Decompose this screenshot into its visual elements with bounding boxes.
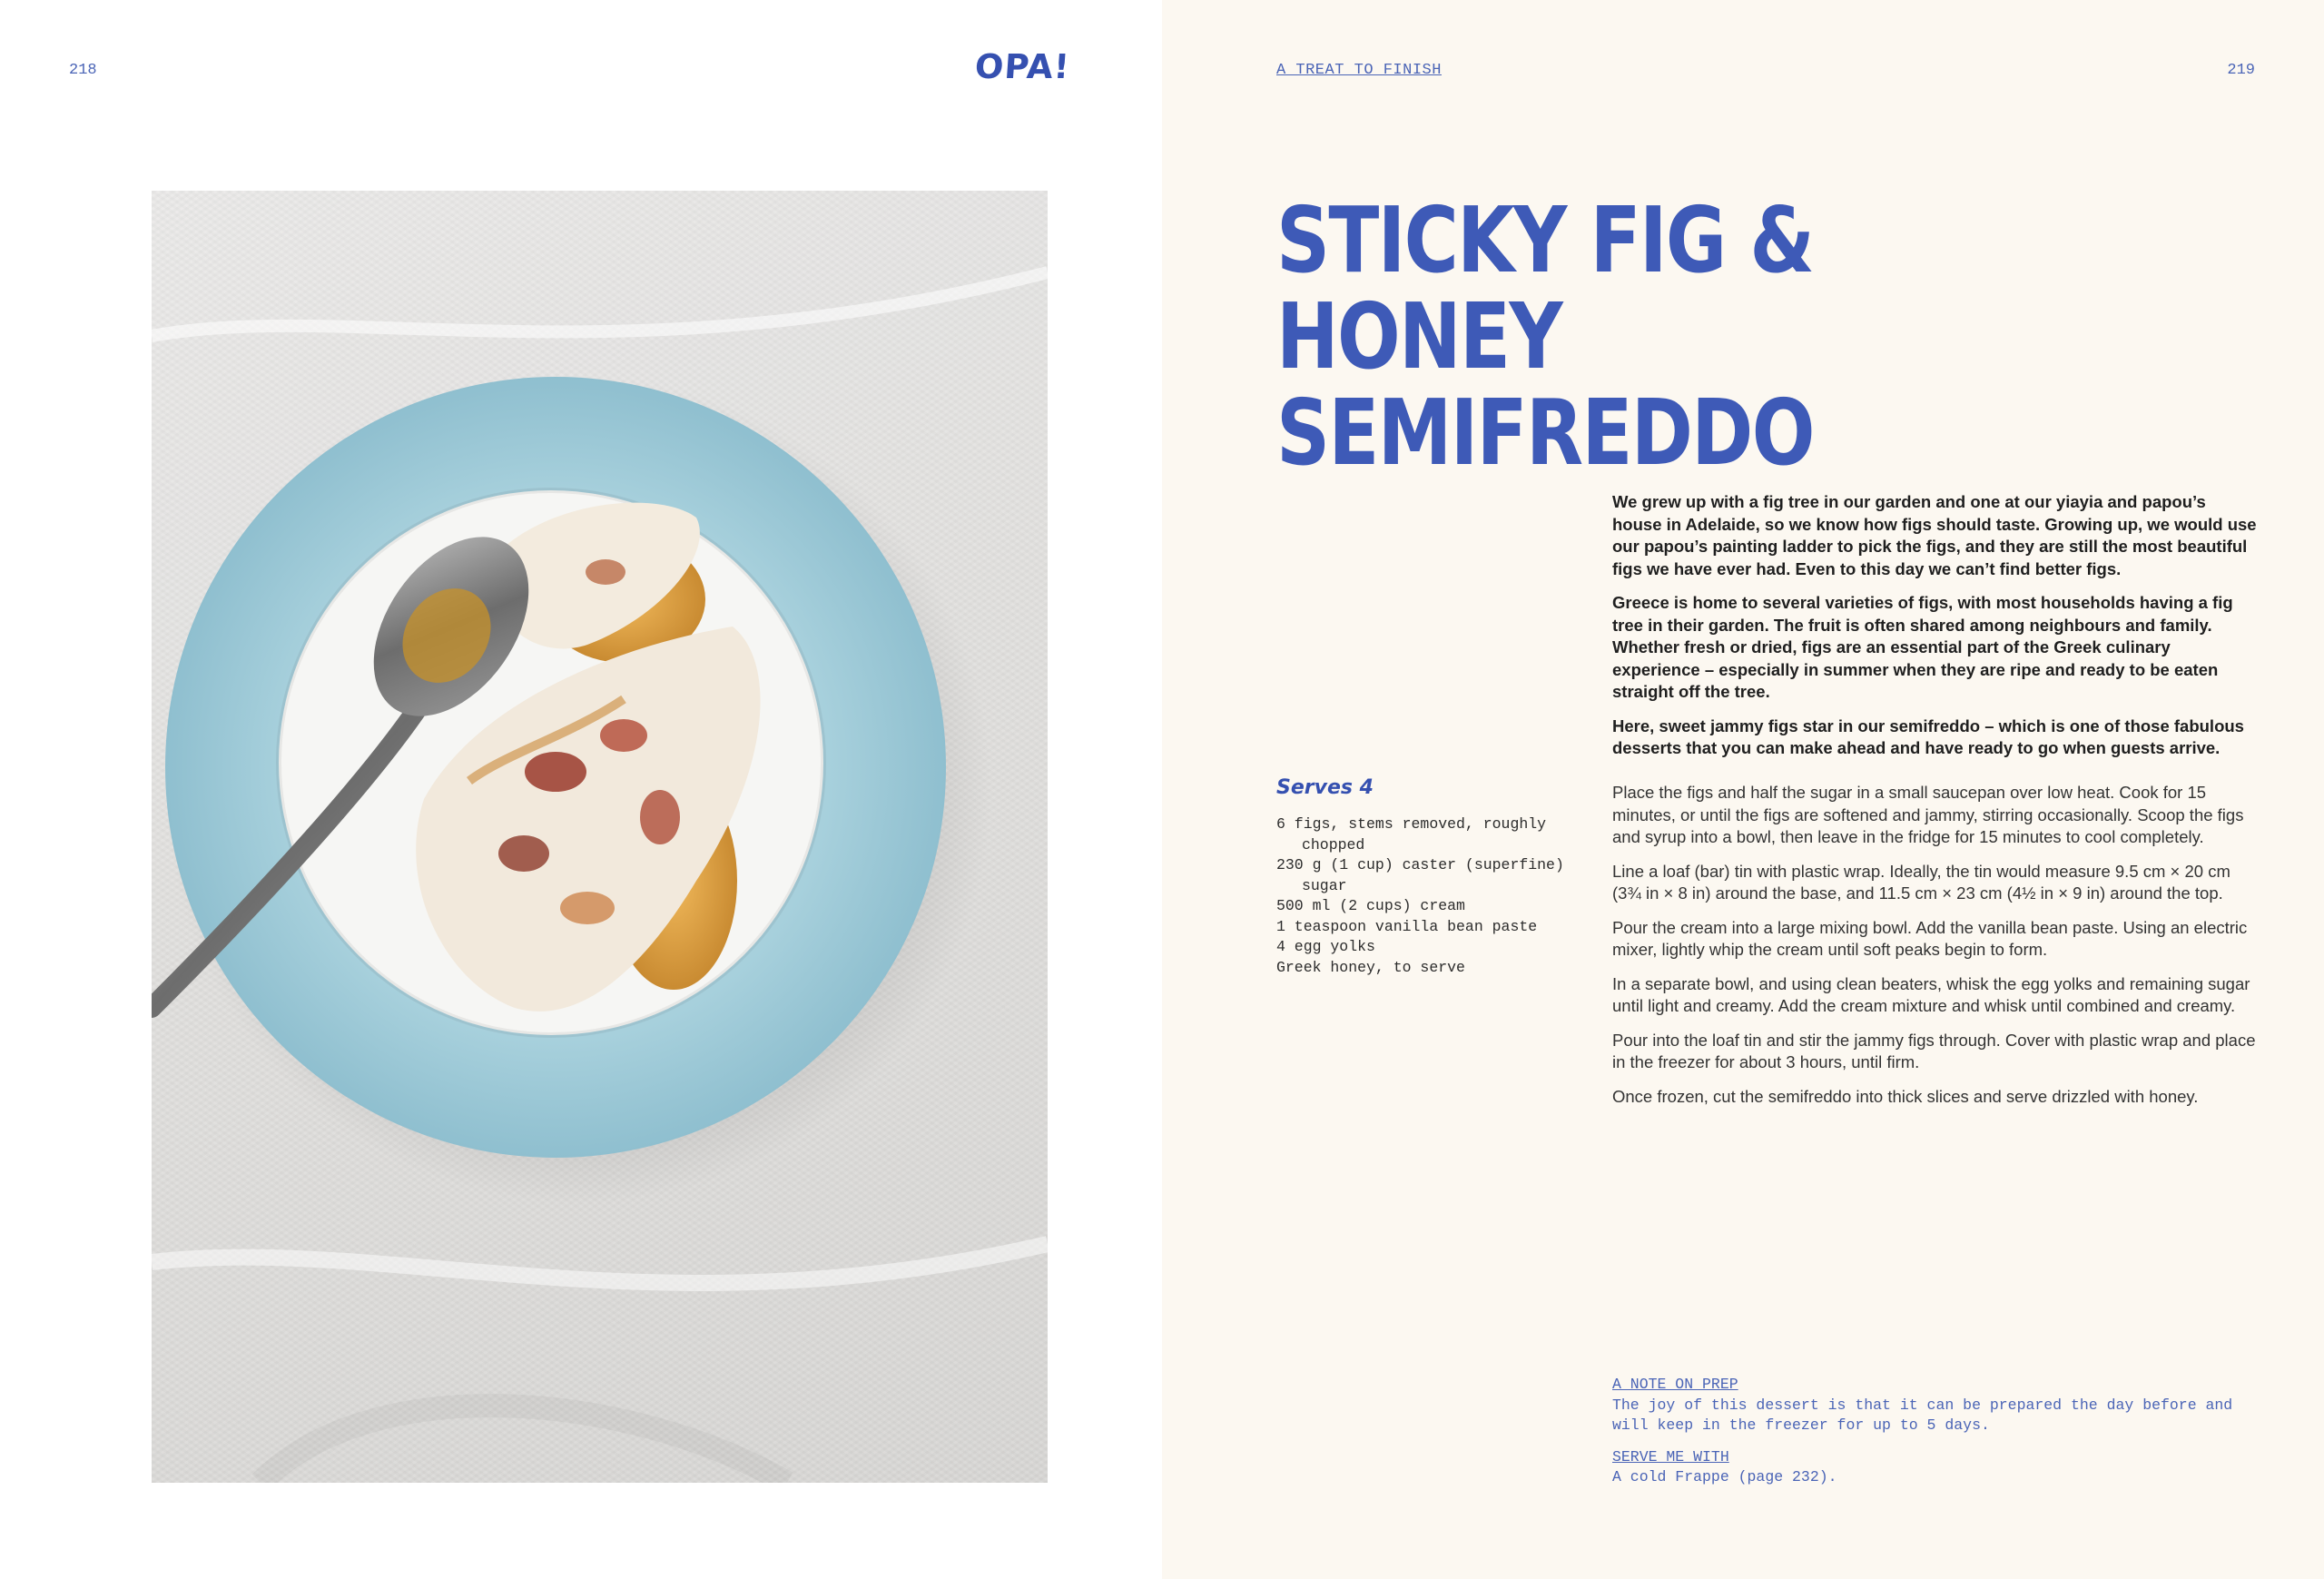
method-steps	[1612, 782, 2259, 1120]
note-heading: A NOTE ON PREP	[1612, 1376, 1738, 1393]
ingredient-item: 230 g (1 cup) caster (superfine) sugar	[1276, 856, 1564, 894]
ingredient-item: Greek honey, to serve	[1276, 958, 1465, 976]
book-brand-logo: OPA!	[973, 47, 1072, 86]
ingredient-item: 500 ml (2 cups) cream	[1276, 897, 1465, 914]
serve-with-heading: SERVE ME WITH	[1612, 1447, 1729, 1466]
method-step: Pour into the loaf tin and stir the jammy figs through. Cover with plastic wrap and place in the freezer for about 3 hours, until firm.	[1612, 1030, 2256, 1071]
method-step: Line a loaf (bar) tin with plastic wrap. Ideally, the tin would measure 9.5 cm × 20 cm (3¾ in × 8 in) around the base, and 11.5 cm × 23 cm (4½ in × 9 in) around the top.	[1612, 861, 2230, 903]
intro-paragraph: Here, sweet jammy figs star in our semifreddo – which is one of those fabulous desserts that you can make ahead and have ready to go when guests arrive.	[1612, 715, 2244, 757]
semifreddo-photo	[152, 191, 1048, 1483]
section-link[interactable]: A TREAT TO FINISH	[1276, 62, 1442, 79]
recipe-intro	[1612, 491, 2259, 772]
ingredient-list	[1276, 814, 1567, 978]
ingredient-item: 6 figs, stems removed, roughly chopped	[1276, 815, 1547, 854]
intro-paragraph: Greece is home to several varieties of figs, with most households having a fig tree in their garden. The fruit is often shared among neighbours and family. Whether fresh or dried, figs are an essential part of the Greek culinary experience – especially in summer when they are ripe and ready to be eaten straight off the tree.	[1612, 593, 2233, 701]
serve-with-text: A cold Frappe (page 232).	[1612, 1468, 1837, 1485]
recipe-notes	[1612, 1375, 2275, 1499]
serves-label: Serves 4	[1276, 776, 1374, 799]
intro-paragraph: We grew up with a fig tree in our garden and one at our yiayia and papou’s house in Adelaide, so we know how figs should taste. Growing up, we would use our papou’s painting ladder to pick the figs, and they are still the most beautiful figs we have ever had. Even to this day we can’t find better figs.	[1612, 492, 2257, 578]
note-text: The joy of this dessert is that it can be prepared the day before and will keep in the freezer for up to 5 days.	[1612, 1396, 2233, 1434]
right-page	[1162, 0, 2324, 1579]
page-number-left: 218	[69, 62, 97, 79]
page-number-right: 219	[2227, 62, 2255, 79]
method-step: In a separate bowl, and using clean beaters, whisk the egg yolks and remaining sugar until light and creamy. Add the cream mixture and whisk until combined and creamy.	[1612, 973, 2250, 1015]
method-step: Place the figs and half the sugar in a small saucepan over low heat. Cook for 15 minutes, or until the figs are softened and jammy, stirring occasionally. Scoop the figs and syrup into a bowl, then leave in the fridge for 15 minutes to cool completely.	[1612, 783, 2244, 846]
ingredient-item: 4 egg yolks	[1276, 938, 1375, 955]
recipe-title	[1276, 187, 2021, 486]
ingredient-item: 1 teaspoon vanilla bean paste	[1276, 917, 1538, 935]
method-step: Once frozen, cut the semifreddo into thick slices and serve drizzled with honey.	[1612, 1086, 2199, 1106]
recipe-title-line-2: SEMIFREDDO	[1276, 380, 1814, 486]
method-step: Pour the cream into a large mixing bowl. Add the vanilla bean paste. Using an electric mixer, lightly whip the cream until soft peaks begin to form.	[1612, 917, 2248, 959]
recipe-title-line-1: STICKY FIG & HONEY	[1276, 187, 1814, 390]
plate-illustration	[152, 191, 1048, 1483]
